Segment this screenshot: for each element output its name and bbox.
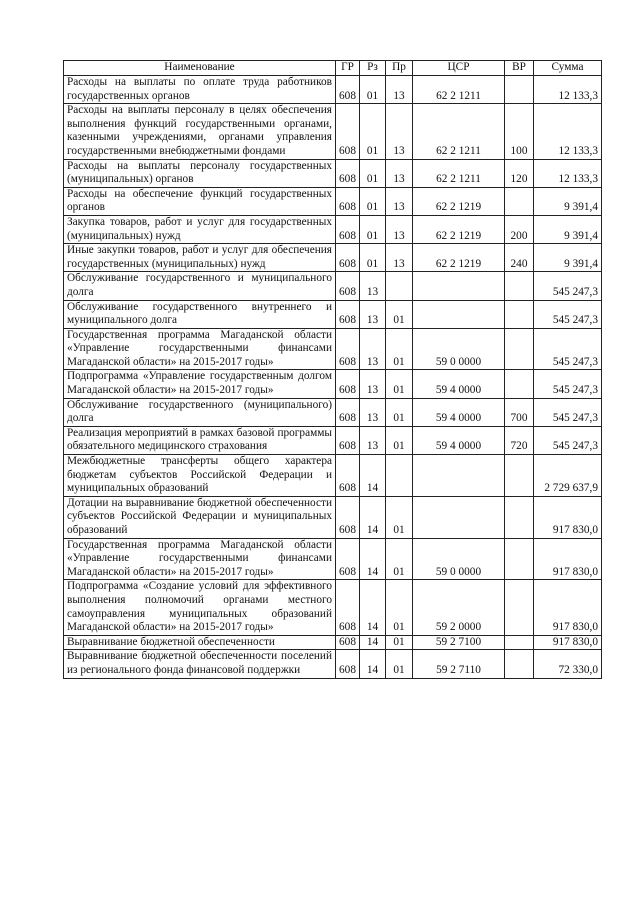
row-name-cell: Межбюджетные трансферты общего характера бюджетам субъектов Российской Федерации и муниципальных образований — [64, 455, 336, 497]
row-rz-cell: 13 — [360, 272, 386, 300]
row-sum-cell: 917 830,0 — [534, 538, 602, 580]
row-csr-cell: 59 2 7100 — [413, 635, 505, 650]
row-name-cell: Выравнивание бюджетной обеспеченности — [64, 635, 336, 650]
table-row — [64, 426, 602, 454]
row-vr-cell: 240 — [505, 244, 534, 272]
budget-table — [63, 60, 602, 679]
row-pr-cell: 13 — [386, 244, 413, 272]
row-pr-cell: 01 — [386, 580, 413, 635]
row-name-cell: Подпрограмма «Управление государственным долгом Магаданской области» на 2015-2017 годы» — [64, 370, 336, 398]
row-vr-cell — [505, 76, 534, 104]
row-rz-cell: 01 — [360, 159, 386, 187]
column-header-rz: Рз — [360, 61, 386, 76]
table-row — [64, 580, 602, 635]
row-pr-cell: 01 — [386, 398, 413, 426]
row-gr-cell: 608 — [336, 398, 360, 426]
row-name-cell: Выравнивание бюджетной обеспеченности поселений из регионального фонда финансовой поддержки — [64, 650, 336, 678]
row-sum-cell: 2 729 637,9 — [534, 455, 602, 497]
row-gr-cell: 608 — [336, 328, 360, 370]
row-rz-cell: 01 — [360, 244, 386, 272]
row-gr-cell: 608 — [336, 455, 360, 497]
row-csr-cell: 59 0 0000 — [413, 328, 505, 370]
row-gr-cell: 608 — [336, 580, 360, 635]
table-row — [64, 635, 602, 650]
row-sum-cell: 12 133,3 — [534, 104, 602, 159]
row-rz-cell: 14 — [360, 455, 386, 497]
row-pr-cell: 01 — [386, 370, 413, 398]
row-sum-cell: 545 247,3 — [534, 370, 602, 398]
row-rz-cell: 14 — [360, 538, 386, 580]
table-row — [64, 187, 602, 215]
row-name-cell: Расходы на выплаты персоналу в целях обеспечения выполнения функций государственными органами, казенными учреждениями, органами управления государственными внебюджетными фондами — [64, 104, 336, 159]
column-header-name: Наименование — [64, 61, 336, 76]
table-row — [64, 496, 602, 538]
row-csr-cell: 59 4 0000 — [413, 370, 505, 398]
row-pr-cell: 01 — [386, 328, 413, 370]
row-gr-cell: 608 — [336, 187, 360, 215]
table-body — [64, 76, 602, 679]
row-rz-cell: 01 — [360, 104, 386, 159]
row-gr-cell: 608 — [336, 76, 360, 104]
row-gr-cell: 608 — [336, 635, 360, 650]
row-sum-cell: 545 247,3 — [534, 398, 602, 426]
row-sum-cell: 72 330,0 — [534, 650, 602, 678]
row-sum-cell: 12 133,3 — [534, 76, 602, 104]
row-name-cell: Расходы на выплаты по оплате труда работников государственных органов — [64, 76, 336, 104]
row-name-cell: Государственная программа Магаданской области «Управление государственными финансами Магаданской области» на 2015-2017 годы» — [64, 538, 336, 580]
row-pr-cell: 13 — [386, 215, 413, 243]
row-pr-cell — [386, 455, 413, 497]
table-row — [64, 650, 602, 678]
column-header-vr: ВР — [505, 61, 534, 76]
column-header-sum: Сумма — [534, 61, 602, 76]
row-csr-cell: 62 2 1211 — [413, 159, 505, 187]
row-pr-cell: 13 — [386, 104, 413, 159]
table-row — [64, 398, 602, 426]
table-row — [64, 300, 602, 328]
table-row — [64, 328, 602, 370]
row-csr-cell — [413, 272, 505, 300]
row-rz-cell: 01 — [360, 76, 386, 104]
row-gr-cell: 608 — [336, 426, 360, 454]
row-name-cell: Расходы на выплаты персоналу государственных (муниципальных) органов — [64, 159, 336, 187]
row-csr-cell — [413, 496, 505, 538]
column-header-pr: Пр — [386, 61, 413, 76]
row-rz-cell: 14 — [360, 496, 386, 538]
table-row — [64, 104, 602, 159]
row-gr-cell: 608 — [336, 370, 360, 398]
row-vr-cell — [505, 650, 534, 678]
column-header-gr: ГР — [336, 61, 360, 76]
row-vr-cell: 100 — [505, 104, 534, 159]
row-name-cell: Дотации на выравнивание бюджетной обеспеченности субъектов Российской Федерации и муниципальных образований — [64, 496, 336, 538]
row-gr-cell: 608 — [336, 272, 360, 300]
row-name-cell: Государственная программа Магаданской области «Управление государственными финансами Магаданской области» на 2015-2017 годы» — [64, 328, 336, 370]
row-vr-cell: 720 — [505, 426, 534, 454]
row-sum-cell: 917 830,0 — [534, 635, 602, 650]
row-pr-cell: 13 — [386, 159, 413, 187]
row-rz-cell: 14 — [360, 650, 386, 678]
row-sum-cell: 545 247,3 — [534, 426, 602, 454]
table-row — [64, 455, 602, 497]
row-csr-cell: 59 0 0000 — [413, 538, 505, 580]
row-pr-cell: 01 — [386, 538, 413, 580]
row-rz-cell: 13 — [360, 328, 386, 370]
row-sum-cell: 545 247,3 — [534, 272, 602, 300]
table-row — [64, 159, 602, 187]
row-gr-cell: 608 — [336, 104, 360, 159]
row-name-cell: Обслуживание государственного (муниципального) долга — [64, 398, 336, 426]
row-vr-cell — [505, 272, 534, 300]
row-sum-cell: 9 391,4 — [534, 215, 602, 243]
row-rz-cell: 13 — [360, 426, 386, 454]
row-sum-cell: 545 247,3 — [534, 328, 602, 370]
row-pr-cell: 01 — [386, 635, 413, 650]
row-csr-cell: 59 4 0000 — [413, 426, 505, 454]
row-csr-cell: 62 2 1211 — [413, 76, 505, 104]
row-vr-cell — [505, 635, 534, 650]
row-csr-cell: 59 4 0000 — [413, 398, 505, 426]
row-pr-cell: 01 — [386, 300, 413, 328]
row-csr-cell: 59 2 0000 — [413, 580, 505, 635]
row-vr-cell — [505, 187, 534, 215]
row-csr-cell: 62 2 1219 — [413, 187, 505, 215]
row-gr-cell: 608 — [336, 538, 360, 580]
row-pr-cell: 13 — [386, 76, 413, 104]
row-csr-cell — [413, 300, 505, 328]
row-gr-cell: 608 — [336, 300, 360, 328]
row-csr-cell: 59 2 7110 — [413, 650, 505, 678]
table-header-row — [64, 61, 602, 76]
row-name-cell: Закупка товаров, работ и услуг для государственных (муниципальных) нужд — [64, 215, 336, 243]
table-row — [64, 272, 602, 300]
row-sum-cell: 9 391,4 — [534, 187, 602, 215]
row-vr-cell — [505, 370, 534, 398]
row-gr-cell: 608 — [336, 215, 360, 243]
row-pr-cell: 01 — [386, 426, 413, 454]
row-gr-cell: 608 — [336, 496, 360, 538]
row-sum-cell: 12 133,3 — [534, 159, 602, 187]
row-csr-cell: 62 2 1219 — [413, 244, 505, 272]
row-rz-cell: 14 — [360, 635, 386, 650]
document-page — [63, 60, 601, 679]
row-vr-cell: 700 — [505, 398, 534, 426]
row-vr-cell — [505, 538, 534, 580]
row-vr-cell — [505, 300, 534, 328]
row-rz-cell: 13 — [360, 300, 386, 328]
table-row — [64, 215, 602, 243]
row-pr-cell: 13 — [386, 187, 413, 215]
row-sum-cell: 917 830,0 — [534, 496, 602, 538]
row-name-cell: Подпрограмма «Создание условий для эффективного выполнения полномочий органами местного самоуправления муниципальных образований Магаданской области» на 2015-2017 годы» — [64, 580, 336, 635]
row-vr-cell — [505, 496, 534, 538]
row-sum-cell: 917 830,0 — [534, 580, 602, 635]
row-rz-cell: 01 — [360, 187, 386, 215]
row-csr-cell — [413, 455, 505, 497]
row-pr-cell: 01 — [386, 496, 413, 538]
row-gr-cell: 608 — [336, 159, 360, 187]
row-name-cell: Иные закупки товаров, работ и услуг для обеспечения государственных (муниципальных) нужд — [64, 244, 336, 272]
row-vr-cell — [505, 455, 534, 497]
row-name-cell: Реализация мероприятий в рамках базовой программы обязательного медицинского страхования — [64, 426, 336, 454]
row-vr-cell — [505, 580, 534, 635]
row-csr-cell: 62 2 1219 — [413, 215, 505, 243]
row-name-cell: Обслуживание государственного и муниципального долга — [64, 272, 336, 300]
table-row — [64, 76, 602, 104]
row-vr-cell: 120 — [505, 159, 534, 187]
row-gr-cell: 608 — [336, 244, 360, 272]
row-name-cell: Обслуживание государственного внутреннего и муниципального долга — [64, 300, 336, 328]
row-sum-cell: 9 391,4 — [534, 244, 602, 272]
row-pr-cell: 01 — [386, 650, 413, 678]
table-row — [64, 538, 602, 580]
table-row — [64, 244, 602, 272]
row-pr-cell — [386, 272, 413, 300]
row-rz-cell: 01 — [360, 215, 386, 243]
row-gr-cell: 608 — [336, 650, 360, 678]
row-vr-cell: 200 — [505, 215, 534, 243]
row-csr-cell: 62 2 1211 — [413, 104, 505, 159]
row-name-cell: Расходы на обеспечение функций государственных органов — [64, 187, 336, 215]
row-sum-cell: 545 247,3 — [534, 300, 602, 328]
row-rz-cell: 13 — [360, 370, 386, 398]
table-row — [64, 370, 602, 398]
row-rz-cell: 13 — [360, 398, 386, 426]
row-vr-cell — [505, 328, 534, 370]
column-header-csr: ЦСР — [413, 61, 505, 76]
row-rz-cell: 14 — [360, 580, 386, 635]
